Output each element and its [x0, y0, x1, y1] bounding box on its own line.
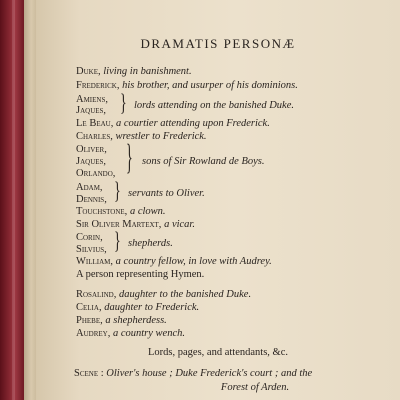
character-desc: a courtier attending upon Frederick.	[115, 118, 270, 129]
group-brace: }	[114, 178, 121, 205]
character-martext	[76, 219, 195, 231]
character-desc: living in banishment.	[103, 66, 192, 77]
character-name: Corin,	[76, 232, 103, 243]
character-name: Orlando,	[76, 168, 116, 179]
character-phebe	[76, 315, 167, 327]
character-name: Duke,	[76, 66, 101, 77]
book-page	[36, 0, 400, 400]
character-name: Silvius,	[76, 244, 107, 255]
group-brace: }	[126, 137, 133, 178]
attendants-line: Lords, pages, and attendants, &c.	[148, 347, 288, 358]
character-audrey	[76, 328, 185, 340]
character-celia	[76, 302, 199, 314]
group-desc: sons of Sir Rowland de Boys.	[142, 156, 265, 167]
character-name: Celia,	[76, 302, 102, 313]
character-name: Adam,	[76, 182, 103, 193]
group-desc: lords attending on the banished Duke.	[134, 100, 295, 111]
character-silvius	[76, 244, 107, 256]
page-title: DRAMATIS PERSONÆ	[140, 36, 296, 51]
character-name: Amiens,	[76, 94, 108, 105]
character-name: Oliver,	[76, 144, 107, 155]
character-name: Dennis,	[76, 194, 107, 205]
scene-line-2: Forest of Arden.	[220, 382, 290, 393]
character-desc: daughter to Frederick.	[104, 302, 200, 313]
group-brace: }	[114, 228, 121, 255]
character-name: Audrey,	[76, 328, 111, 339]
character-name: Sir Oliver Martext,	[76, 219, 162, 230]
character-dennis	[76, 194, 107, 206]
character-name: William,	[76, 256, 114, 267]
character-adam	[76, 182, 103, 194]
character-hymen	[76, 269, 204, 281]
character-william	[76, 256, 272, 268]
character-touchstone	[76, 206, 166, 218]
page-edge	[24, 0, 36, 400]
character-name: Rosalind,	[76, 289, 117, 300]
character-corin	[76, 232, 103, 244]
character-desc: daughter to the banished Duke.	[118, 289, 252, 300]
character-name: Jaques,	[76, 105, 107, 116]
character-rosalind	[76, 289, 251, 301]
character-name: Le Beau,	[76, 118, 114, 129]
character-oliver	[76, 144, 107, 156]
character-name: Phebe,	[76, 315, 103, 326]
character-desc: a shepherdess.	[105, 315, 167, 326]
character-duke	[76, 66, 192, 78]
character-frederick	[76, 80, 298, 92]
character-desc: a country fellow, in love with Audrey.	[115, 256, 272, 267]
character-desc: his brother, and usurper of his dominions.	[122, 80, 298, 91]
character-jaques	[76, 105, 106, 117]
character-orlando	[76, 168, 115, 180]
book-binding	[0, 0, 24, 400]
character-charles	[76, 131, 207, 143]
character-jaques-de-boys	[76, 156, 106, 168]
scene-label: Scene :	[74, 368, 104, 379]
character-desc: a country wench.	[112, 328, 185, 339]
character-name: Touchstone,	[76, 206, 128, 217]
character-desc: a clown.	[129, 206, 166, 217]
character-name: Jaques,	[76, 156, 107, 167]
character-desc: wrestler to Frederick.	[115, 131, 207, 142]
scene-text: Oliver's house ; Duke Frederick's court ; and the	[106, 368, 313, 379]
group-brace: }	[120, 90, 127, 117]
character-le-beau	[76, 118, 270, 130]
character-desc: a vicar.	[164, 219, 195, 230]
group-desc: shepherds.	[128, 238, 173, 249]
character-name: Frederick,	[76, 80, 120, 91]
group-desc: servants to Oliver.	[128, 188, 205, 199]
character-name: Charles,	[76, 131, 113, 142]
character-desc: A person representing Hymen.	[76, 269, 205, 280]
scene-line	[74, 368, 312, 380]
